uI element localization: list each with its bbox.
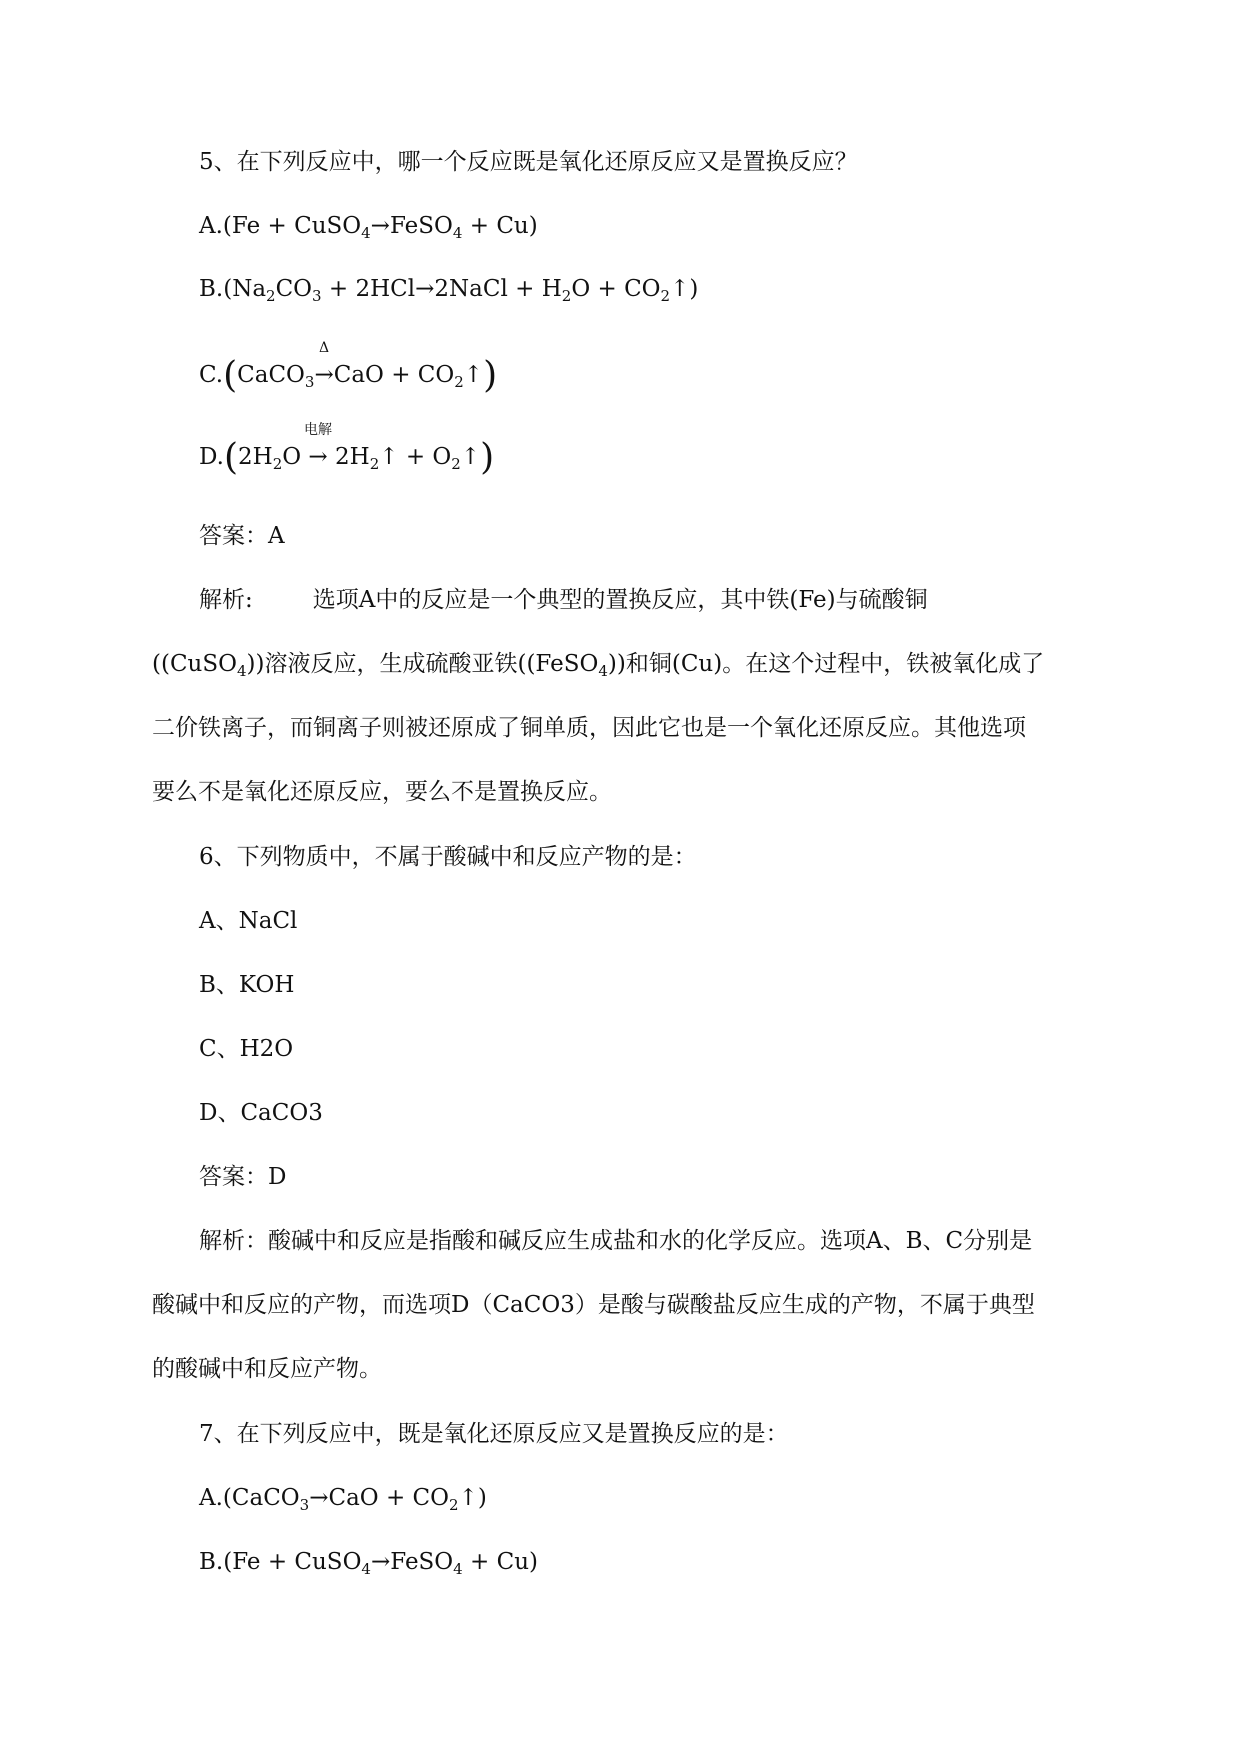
q5-option-b-label: B. xyxy=(199,276,224,302)
q6-analysis-line-3: 的酸碱中和反应产物。 xyxy=(152,1356,382,1382)
q5-d-electrolysis-arrow: 电解 → xyxy=(308,442,327,472)
q5-option-c: C.(CaCO$_3$ Δ $\to CaO + CO_2↑$) xyxy=(199,360,497,390)
q6-analysis-line-1: 解析：酸碱中和反应是指酸和碱反应生成盐和水的化学反应。选项A、B、C分别是 xyxy=(199,1228,1033,1254)
q5-option-d-label: D. xyxy=(199,444,224,470)
q6-option-d: D、CaCO3 xyxy=(199,1100,323,1126)
q5-analysis-line-4: 要么不是氧化还原反应，要么不是置换反应。 xyxy=(152,779,612,805)
q7-option-a-label: A. xyxy=(199,1485,223,1511)
q5-analysis-text-2a: 溶液反应，生成硫酸亚铁 xyxy=(264,651,518,677)
q5-analysis-text-2b: 和铜(Cu)。在这个过程中，铁被氧化成了 xyxy=(625,651,1045,677)
q5-analysis-line-2: ((CuSO$_4$))溶液反应，生成硫酸亚铁((FeSO$_4$))和铜(Cu)。在这个过程中，铁被氧化成了 xyxy=(152,651,1045,680)
q5-option-c-label: C. xyxy=(199,362,224,388)
q5-d-condition: 电解 xyxy=(304,422,333,438)
q6-stem: 6、下列物质中，不属于酸碱中和反应产物的是： xyxy=(199,844,697,870)
q7-stem: 7、在下列反应中，既是氧化还原反应又是置换反应的是： xyxy=(199,1421,789,1447)
q5-answer: 答案：A xyxy=(199,523,285,549)
q5-analysis-line-1 xyxy=(199,585,928,615)
q5-option-d: $D.(2H_2O$ 电解 → $2H_2↑$ + $O_2↑$) xyxy=(199,442,494,472)
q5-c-heat-arrow: Δ → xyxy=(314,360,333,390)
q5-analysis-line-3: 二价铁离子，而铜离子则被还原成了铜单质，因此它也是一个氧化还原反应。其他选项 xyxy=(152,715,1026,741)
q6-option-b: B、KOH xyxy=(199,972,295,998)
q5-analysis-label: 解析: xyxy=(199,587,253,613)
q5-option-b: $B.(Na_2CO_3$ + 2HCl→2NaCl + $H_2O$ + $CO_2↑$) xyxy=(199,276,699,305)
q5-stem: 5、在下列反应中，哪一个反应既是氧化还原反应又是置换反应？ xyxy=(199,149,858,175)
q6-answer: 答案：D xyxy=(199,1164,287,1190)
q7-option-b-label: B. xyxy=(199,1549,224,1575)
q5-analysis-text-1: 选项A中的反应是一个典型的置换反应，其中铁(Fe)与硫酸铜 xyxy=(312,587,928,613)
q5-option-a: A.(Fe + CuSO$_4$→FeSO$_4$ + Cu) xyxy=(199,213,538,242)
q7-option-b: B.(Fe + CuSO$_4$→FeSO$_4$ + Cu) xyxy=(199,1549,538,1578)
q6-analysis-line-2: 酸碱中和反应的产物，而选项D（CaCO3）是酸与碳酸盐反应生成的产物，不属于典型 xyxy=(152,1292,1035,1318)
q7-option-a: A.(CaCO$_3$→CaO + $CO_2↑$) xyxy=(199,1485,487,1514)
q6-option-c: C、H2O xyxy=(199,1036,294,1062)
q6-option-a: A、NaCl xyxy=(199,908,298,934)
q5-c-condition: Δ xyxy=(319,340,330,356)
q5-option-a-label: A. xyxy=(199,213,223,239)
